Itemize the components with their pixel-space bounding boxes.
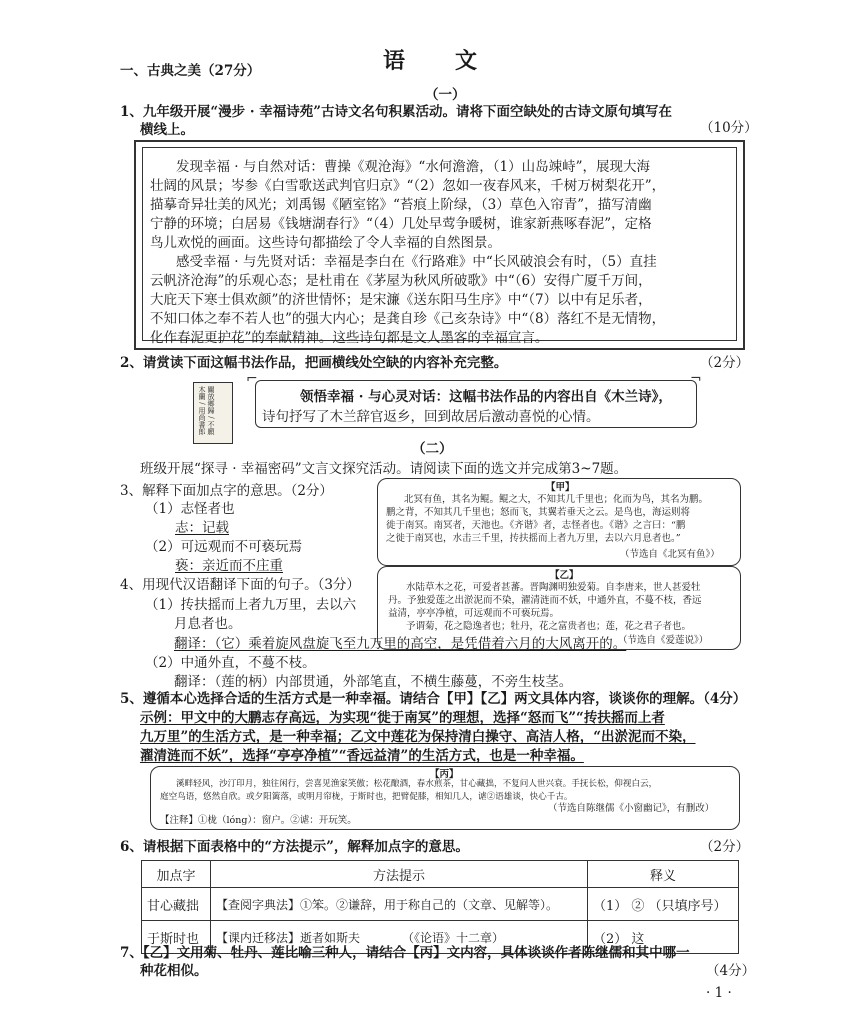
calligraphy-image <box>193 382 233 444</box>
question-2-points: （2分） <box>700 355 750 371</box>
calligraphy-box-line2: 诗句抒写了木兰辞官返乡，回到故居后激动喜悦的心情。 <box>262 409 600 425</box>
page-title: 语 文 <box>383 48 480 74</box>
part-two-intro: 班级开展“探寻 · 幸福密码”文言文探究活动。请阅读下面的选文并完成第3~7题。 <box>140 461 628 477</box>
question-1-text-cont: 横线上。 <box>140 122 194 138</box>
box-line: 描摹奇异壮美的风光；刘禹锡《陋室铭》“苔痕上阶绿，（3）草色入帘青”，描写清幽 <box>150 197 652 213</box>
box-line: 宁静的环境；白居易《钱塘湖春行》“（4）几处早莺争暖树，谁家新燕啄春泥”，定格 <box>150 216 652 232</box>
question-5-text: 5、遵循本心选择合适的生活方式是一种幸福。请结合【甲】【乙】两文具体内容，谈谈你的理解。（4分） <box>120 691 747 707</box>
question-7-text-cont: 种花相似。 <box>140 963 208 979</box>
passage-line: 徙于南冥。南冥者，天池也。《齐谐》者，志怪者也。《谐》之言曰：“鹏 <box>386 520 686 531</box>
passage-line: 之徙于南冥也，水击三千里，抟扶摇而上者九万里，去以六月息者也。” <box>386 533 681 544</box>
table-cell: 【课内迁移法】逝者如斯夫 （《论语》十二章） <box>211 921 588 954</box>
question-4-item1: （1）抟扶摇而上者九万里，去以六 <box>145 597 357 613</box>
question-3-item1: （1）志怪者也 <box>145 501 235 517</box>
question-4-item2: （2）中通外直，不蔓不枝。 <box>145 655 316 671</box>
table-cell: 甘心藏拙 <box>142 888 211 921</box>
question-4-item1-cont: 月息者也。 <box>174 616 242 632</box>
box-line: 发现幸福 · 与自然对话：曹操《观沧海》“水何澹澹，（1）山岛竦峙”，展现大海 <box>176 159 651 175</box>
question-4-answer1: 翻译：（它）乘着旋风盘旋飞至九万里的高空，是凭借着六月的大风离开的。 <box>174 636 627 652</box>
passage-yi-body <box>388 581 702 633</box>
table-header: 释义 <box>588 861 739 888</box>
passage-bing-body <box>160 778 657 804</box>
question-2-text: 2、请赏读下面这幅书法作品，把画横线处空缺的内容补充完整。 <box>120 355 508 371</box>
table-header: 方法提示 <box>211 861 588 888</box>
ornament-icon: ¬ <box>690 371 702 387</box>
passage-line: 水陆草木之花，可爱者甚蕃。晋陶渊明独爱菊。自李唐来，世人甚爱牡 <box>406 582 701 593</box>
passage-line: 北冥有鱼，其名为鲲。鲲之大，不知其几千里也；化而为鸟，其名为鹏。 <box>404 494 709 505</box>
method-table <box>141 860 739 954</box>
question-4-text: 4、用现代汉语翻译下面的句子。（3分） <box>120 577 360 593</box>
passage-line: 丹。予独爱莲之出淤泥而不染，濯清涟而不妖，中通外直，不蔓不枝，香远 <box>388 595 702 606</box>
poetry-box-content <box>150 158 665 348</box>
box-line: 不知口体之奉不若人也”的强大内心；是龚自珍《己亥杂诗》中“（8）落红不是无情物， <box>150 311 666 327</box>
question-1-points: （10分） <box>700 120 758 136</box>
passage-bing-note: 【注释】①栊（lóng）：窗户。②谑：开玩笑。 <box>160 815 357 826</box>
passage-jia-title: 【甲】 <box>546 482 575 493</box>
page-number: · 1 · <box>706 985 732 1001</box>
table-header-row <box>142 861 739 888</box>
box-line: 大庇天下寒士俱欢颜”的济世情怀；是宋濂《送东阳马生序》中“（7）以中有足乐者， <box>150 292 652 308</box>
table-cell: 【查阅字典法】①笨。②谦辞，用于称自己的（文章、见解等）。 <box>211 888 588 921</box>
passage-line: 溪畔轻风，沙汀印月，独往闲行，尝喜见渔家笑傲；松花酿酒，春水煎茶，甘心藏拙，不复问人世兴衰。手抚长松，仰视白云， <box>176 779 658 789</box>
calligraphy-text: 關放鄉歸 / 不願木蘭 / 用尚書郎 <box>198 386 215 435</box>
table-header: 加点字 <box>142 861 211 888</box>
question-7-points: （4分） <box>706 963 756 979</box>
box-line: 感受幸福 · 与先贤对话：幸福是李白在《行路难》中“长风破浪会有时，（5）直挂 <box>176 254 657 270</box>
question-1-text: 1、九年级开展“漫步 · 幸福诗苑”古诗文名句积累活动。请将下面空缺处的古诗文原句填写在 <box>120 104 673 120</box>
passage-line: 鹏之背，不知其几千里也；怒而飞，其翼若垂天之云。是鸟也，海运则将 <box>386 507 691 518</box>
box-line: 鸟儿欢悦的画面。这些诗句都描绘了令人幸福的自然图景。 <box>150 235 501 251</box>
question-3-answer2: 亵：亲近而不庄重 <box>175 558 283 574</box>
box-line: 壮阔的风景；岑参《白雪歌送武判官归京》“（2）忽如一夜春风来，千树万树梨花开”， <box>150 178 666 194</box>
question-5-answer-line: 九万里”的生活方式，是一种幸福；乙文中莲花为保持清白操守、高洁人格，“出淤泥而不染， <box>140 729 696 745</box>
box-line: 化作春泥更护花”的奉献精神。这些诗句都是文人墨客的幸福宣言。 <box>150 330 549 346</box>
table-cell: （2） 这 <box>588 921 739 954</box>
passage-yi-source: （节选自《爱莲说》） <box>618 635 709 646</box>
table-cell: 于斯时也 <box>142 921 211 954</box>
passage-line: 庭空鸟语，悠然自欣。或夕阳篱落，或明月帘栊，于斯时也，把臂促膝，相知几人，谑②语雄谈，快心千古。 <box>160 792 573 802</box>
table-row <box>142 888 739 921</box>
ornament-icon: ⌐ <box>246 371 258 387</box>
passage-bing-title: 【丙】 <box>430 769 459 780</box>
question-3-answer1: 志：记载 <box>175 520 229 536</box>
question-7-text: 7、【乙】文用菊、牡丹、莲比喻三种人，请结合【丙】文内容，具体谈谈作者陈继儒和其中哪一 <box>120 945 690 961</box>
question-4-answer2: 翻译：（莲的柄）内部贯通，外部笔直，不横生藤蔓，不旁生枝茎。 <box>174 674 573 690</box>
question-5-answer-line: 濯清涟而不妖”，选择“亭亭净植”“香远益清”的生活方式，也是一种幸福。 <box>140 748 584 764</box>
table-cell: （1） ② （只填序号） <box>588 888 739 921</box>
question-5-answer-line: 示例：甲文中的大鹏志存高远，为实现“徙于南冥”的理想，选择“怒而飞”“抟扶摇而上者 <box>140 710 665 726</box>
calligraphy-box-line1: 领悟幸福 · 与心灵对话：这幅书法作品的内容出自《木兰诗》， <box>300 389 672 405</box>
passage-jia-source: （节选自《北冥有鱼》） <box>620 549 720 560</box>
part-one-marker: （一） <box>425 87 466 103</box>
question-3-item2: （2）可远观而不可亵玩焉 <box>145 539 303 555</box>
part-two-marker: （二） <box>412 441 453 457</box>
passage-jia-body <box>386 493 708 545</box>
passage-line: 益清，亭亭净植，可远观而不可亵玩焉。 <box>388 608 560 619</box>
passage-bing-source: （节选自陈继儒《小窗幽记》，有删改） <box>548 803 715 814</box>
box-line: 云帆济沧海”的乐观心态；是杜甫在《茅屋为秋风所破歌》中“（6）安得广厦千万间， <box>150 273 652 289</box>
passage-line: 予谓菊，花之隐逸者也；牡丹，花之富贵者也；莲，花之君子者也。 <box>406 621 692 632</box>
passage-yi-title: 【乙】 <box>550 570 579 581</box>
question-6-points: （2分） <box>700 839 750 855</box>
section-heading: 一、古典之美（27分） <box>120 63 261 79</box>
question-6-text: 6、请根据下面表格中的“方法提示”，解释加点字的意思。 <box>120 839 469 855</box>
question-3-text: 3、解释下面加点字的意思。（2分） <box>120 483 333 499</box>
